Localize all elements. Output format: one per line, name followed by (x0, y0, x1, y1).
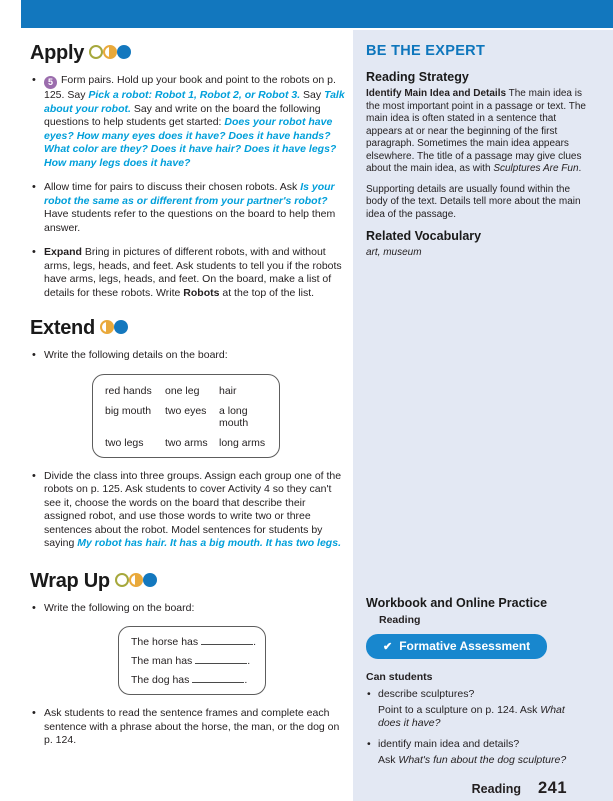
extend-bullet-2 (30, 470, 345, 551)
circle-outline-icon (89, 45, 103, 59)
apply-bullet-2-text: Allow time for pairs to discuss their chosen robots. Ask Is your robot the same as or different from your partner's robot? Have students refer to the questions on the board to help them answer. (44, 181, 336, 234)
extend-intro-bullet (30, 349, 345, 363)
activity-level-icons (100, 317, 128, 340)
apply-bullet-3 (30, 246, 345, 300)
assessment-question-detail: Ask What's fun about the dog sculpture? (378, 754, 567, 766)
circle-half-icon (103, 45, 117, 59)
frame-end: . (247, 655, 251, 668)
section-extend-title: Extend (30, 317, 95, 340)
board-word: two arms (165, 436, 208, 449)
reading-strategy-para-1: Identify Main Idea and Details The main idea is the most important point in a passage or text. The main idea is often stated in a sentence that appears at or near the beginning of the first paragraph. Sometimes the main idea appears elsewhere. The title of a passage may give clues about the main idea, as with Sculptures Are Fun. (366, 88, 586, 174)
assessment-question-detail: Point to a sculpture on p. 124. Ask What does it have? (378, 704, 565, 729)
workbook-section (366, 596, 597, 626)
section-apply (30, 42, 345, 300)
board-word: long arms (219, 436, 266, 449)
checkmark-icon: ✔ (383, 640, 393, 653)
can-students-lead: Can students (366, 671, 433, 683)
board-word: two legs (105, 436, 144, 449)
header-bar (21, 0, 613, 28)
wrapup-intro-text: Write the following on the board: (44, 601, 195, 614)
assessment-question: • describe sculptures? (366, 688, 597, 700)
workbook-item: Reading (379, 614, 421, 626)
blank-line (201, 636, 253, 645)
apply-bullet-1 (30, 74, 345, 170)
frame-text: The horse has (131, 636, 199, 649)
circle-outline-icon (115, 573, 129, 587)
apply-bullet-3-text: Expand Bring in pictures of different robots, with and without arms, legs, heads, and feet. Ask students to tell you if the robots have arms, legs, heads, and feet. On the board, make a list of details for these robots. Write Robots at the top of the list. (44, 246, 342, 299)
board-word: big mouth (105, 404, 152, 417)
board-word: a long mouth (219, 404, 249, 429)
section-apply-heading (30, 42, 345, 65)
board-word: hair (219, 384, 237, 397)
lesson-column (0, 28, 353, 759)
workbook-heading: Workbook and Online Practice (366, 596, 548, 610)
section-wrapup (30, 570, 345, 748)
sentence-frame (131, 674, 253, 686)
frame-end: . (244, 674, 248, 687)
sentence-frame (131, 636, 257, 649)
frame-end: . (253, 636, 257, 649)
section-apply-title: Apply (30, 42, 85, 64)
reading-strategy-heading: Reading Strategy (366, 70, 469, 84)
formative-assessment-button (366, 634, 547, 659)
apply-bullet-1-text: Form pairs. Hold up your book and point to the robots on p. 125. Say Pick a robot: Robot 1, Robot 2, or Robot 3. Say Talk about your robot. Say and write on the board the following questions to help students get started: Does your robot have eyes? How many eyes does it have? Does it have hands? What color are they? Does it have hair? Does it have legs? How many legs does it have? (44, 74, 345, 169)
circle-half-icon (129, 573, 143, 587)
board-word: red hands (105, 384, 152, 397)
sidebar-title: BE THE EXPERT (366, 43, 486, 59)
section-wrapup-title: Wrap Up (30, 569, 110, 592)
section-wrapup-heading (30, 570, 345, 593)
section-extend-heading (30, 317, 345, 340)
circle-solid-icon (117, 45, 131, 59)
frame-text: The man has (131, 655, 193, 668)
wrapup-intro-bullet (30, 602, 345, 616)
wrapup-bullet-2-text: Ask students to read the sentence frames and complete each sentence with a phrase about the horse, the man, or the dog on p. 124. (44, 707, 340, 747)
board-sentence-frames (118, 626, 266, 695)
footer-page-number: 241 (537, 779, 567, 797)
board-word-list (92, 374, 280, 458)
section-extend (30, 317, 345, 551)
circle-solid-icon (143, 573, 157, 587)
board-word: one leg (165, 384, 200, 397)
extend-intro-text: Write the following details on the board: (44, 349, 228, 362)
circle-solid-icon (114, 320, 128, 334)
footer-section-label: Reading (471, 782, 521, 796)
blank-line (192, 674, 244, 683)
step-5-badge: 5 (44, 76, 57, 89)
frame-text: The dog has (131, 674, 190, 687)
apply-bullet-2 (30, 181, 345, 235)
related-vocabulary-terms: art, museum (366, 247, 422, 258)
extend-bullet-2-text: Divide the class into three groups. Assign each group one of the robots on p. 125. Ask students to cover Activity 4 so they can't see it, choose the words on the board that describe their assigned robot, and use those words to write two or three sentences about the robot. Model sentences for students by saying My robot has hair. It has a big mouth. It has two legs. (44, 469, 342, 550)
activity-level-icons (89, 42, 131, 65)
blank-line (195, 655, 247, 664)
page-footer (366, 779, 597, 798)
board-word: two eyes (165, 404, 207, 417)
formative-assessment-label: Formative Assessment (399, 639, 531, 653)
wrapup-bullet-2 (30, 707, 345, 748)
reading-strategy-para-2: Supporting details are usually found within the body of the text. Details tell more about the main idea of the passage. (366, 183, 581, 220)
assessment-question: • identify main idea and details? (366, 738, 597, 750)
be-the-expert-sidebar (353, 30, 613, 801)
sentence-frame (131, 655, 253, 667)
circle-half-icon (100, 320, 114, 334)
related-vocabulary-heading: Related Vocabulary (366, 229, 482, 243)
activity-level-icons (115, 570, 157, 593)
